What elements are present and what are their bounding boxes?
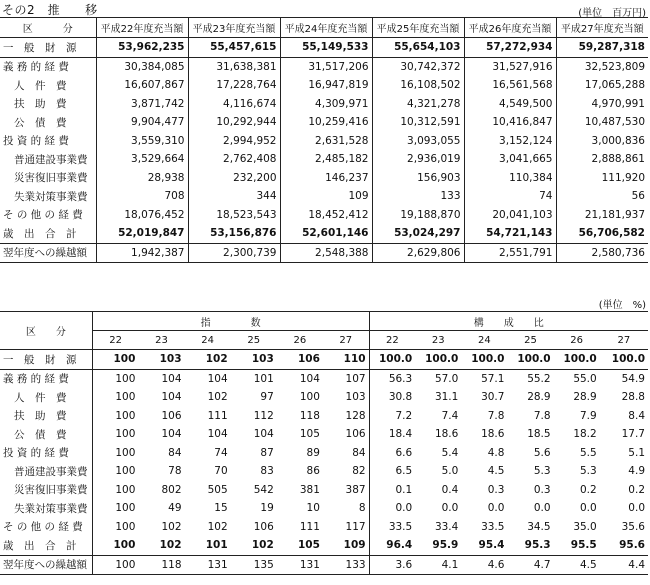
table-cell: 2,762,408 (188, 150, 280, 169)
index-cell: 104 (207, 428, 228, 441)
ratio-cell: 57.1 (481, 372, 505, 385)
ratio-cell: 28.9 (573, 391, 597, 404)
table-row (0, 38, 648, 58)
ratio-cell: 4.7 (533, 558, 551, 571)
table-cell: 17,228,764 (188, 76, 280, 95)
table-row (0, 95, 648, 114)
table-cell: 19,188,870 (372, 206, 464, 225)
appropriation-table (0, 17, 648, 263)
table-cell: 17,065,288 (556, 76, 648, 95)
table-cell: 16,947,819 (280, 76, 372, 95)
table-cell: 3,871,742 (96, 95, 188, 114)
index-cell: 101 (185, 536, 231, 555)
table-cell: 2,936,019 (372, 150, 464, 169)
index-cell: 84 (168, 446, 182, 459)
ratio-cell: 100.0 (461, 350, 507, 370)
year-header: 27 (600, 331, 648, 350)
table-cell: 344 (188, 187, 280, 206)
ratio-cell: 96.4 (369, 536, 415, 555)
table-cell: 20,041,103 (464, 206, 556, 225)
ratio-cell: 55.0 (573, 372, 597, 385)
index-cell: 100 (92, 407, 138, 426)
ratio-cell: 18.5 (527, 428, 551, 441)
index-cell: 117 (345, 520, 366, 533)
index-cell: 102 (185, 350, 231, 370)
row-label: 公 債 費 (14, 428, 67, 441)
table-cell: 9,904,477 (96, 113, 188, 132)
index-cell: 102 (207, 391, 228, 404)
unit-label-yen: (単位 百万円) (578, 8, 646, 19)
ratio-cell: 5.1 (628, 446, 645, 459)
ratio-cell: 0.3 (487, 483, 505, 496)
table-cell: 133 (372, 187, 464, 206)
index-cell: 381 (299, 483, 320, 496)
year-header: 23 (138, 331, 184, 350)
table-cell: 2,551,791 (464, 243, 556, 263)
ratio-cell: 100.0 (507, 350, 553, 370)
table-cell: 55,457,615 (188, 38, 280, 58)
row-label: 扶 助 費 (14, 98, 67, 111)
table2-header-category: 区 分 (0, 312, 92, 350)
row-label: 義 務 的 経 費 (3, 61, 69, 74)
table-row (0, 536, 648, 555)
index-cell: 100 (92, 350, 138, 370)
table-cell: 18,523,543 (188, 206, 280, 225)
index-cell: 100 (92, 444, 138, 463)
year-header: 26 (554, 331, 600, 350)
table-row (0, 555, 648, 575)
table-row (0, 499, 648, 518)
year-header: 27 (323, 331, 369, 350)
ratio-cell: 30.8 (369, 388, 415, 407)
index-cell: 110 (323, 350, 369, 370)
table-cell: 10,292,944 (188, 113, 280, 132)
table-cell: 21,181,937 (556, 206, 648, 225)
row-label: 義 務 的 経 費 (3, 373, 69, 386)
row-label: 普通建設事業費 (14, 465, 88, 478)
ratio-cell: 3.6 (369, 555, 415, 575)
row-label: 翌年度への繰越額 (3, 559, 87, 572)
table-cell: 4,321,278 (372, 95, 464, 114)
ratio-cell: 4.6 (487, 558, 505, 571)
index-cell: 78 (168, 465, 182, 478)
ratio-cell: 18.6 (434, 428, 459, 441)
index-cell: 102 (138, 536, 184, 555)
table-cell: 53,962,235 (96, 38, 188, 58)
ratio-cell: 95.3 (507, 536, 553, 555)
index-cell: 100 (92, 462, 138, 481)
ratio-cell: 0.4 (441, 483, 459, 496)
table-cell: 3,559,310 (96, 132, 188, 151)
table-cell: 30,742,372 (372, 57, 464, 76)
table-row (0, 206, 648, 225)
table1-header-year: 平成22年度充当額 (96, 18, 188, 38)
table-row (0, 169, 648, 188)
ratio-cell: 33.5 (481, 520, 505, 533)
index-cell: 106 (253, 520, 274, 533)
table-cell: 109 (280, 187, 372, 206)
ratio-cell: 95.5 (554, 536, 600, 555)
table-cell: 110,384 (464, 169, 556, 188)
index-cell: 542 (253, 483, 274, 496)
ratio-cell: 7.9 (580, 409, 597, 422)
ratio-cell: 7.8 (487, 409, 505, 422)
ratio-cell: 0.0 (369, 499, 415, 518)
index-cell: 87 (260, 446, 274, 459)
ratio-cell: 56.3 (369, 369, 415, 388)
index-cell: 74 (214, 446, 228, 459)
table2-header-index: 指 数 (92, 312, 369, 331)
table-cell: 2,300,739 (188, 243, 280, 263)
row-label: 人 件 費 (14, 391, 67, 404)
unit-label-percent: (単位 %) (598, 300, 646, 311)
table-cell: 708 (96, 187, 188, 206)
year-header: 25 (231, 331, 277, 350)
index-cell: 103 (345, 391, 366, 404)
table-row (0, 518, 648, 537)
table-cell: 3,000,836 (556, 132, 648, 151)
index-cell: 100 (92, 388, 138, 407)
index-cell: 102 (231, 536, 277, 555)
index-ratio-table (0, 311, 648, 575)
row-label: 失業対策事業費 (14, 502, 88, 515)
ratio-cell: 54.9 (621, 372, 645, 385)
table-cell: 56,706,582 (556, 224, 648, 243)
index-cell: 100 (92, 481, 138, 500)
ratio-cell: 5.4 (441, 446, 459, 459)
ratio-cell: 0.0 (533, 502, 551, 515)
table-cell: 10,487,530 (556, 113, 648, 132)
row-label: 普通建設事業費 (14, 153, 88, 166)
table-row (0, 113, 648, 132)
index-cell: 112 (253, 409, 274, 422)
index-cell: 104 (161, 428, 182, 441)
ratio-cell: 95.9 (415, 536, 461, 555)
table-cell: 16,561,568 (464, 76, 556, 95)
ratio-cell: 57.0 (434, 372, 459, 385)
ratio-cell: 5.0 (441, 465, 459, 478)
index-cell: 10 (306, 502, 320, 515)
row-label: 災害復旧事業費 (14, 484, 88, 497)
table1-header-year: 平成25年度充当額 (372, 18, 464, 38)
row-label: 翌年度への繰越額 (3, 247, 87, 260)
ratio-cell: 6.6 (369, 444, 415, 463)
index-cell: 135 (253, 558, 274, 571)
ratio-cell: 0.1 (369, 481, 415, 500)
ratio-cell: 4.5 (487, 465, 505, 478)
ratio-cell: 17.7 (621, 428, 645, 441)
index-cell: 107 (345, 372, 366, 385)
table-cell: 16,607,867 (96, 76, 188, 95)
table-cell: 16,108,502 (372, 76, 464, 95)
index-cell: 118 (299, 409, 320, 422)
table-cell: 31,517,206 (280, 57, 372, 76)
table-row (0, 57, 648, 76)
index-cell: 105 (277, 536, 323, 555)
index-cell: 83 (260, 465, 274, 478)
table-cell: 31,527,916 (464, 57, 556, 76)
year-header: 24 (185, 331, 231, 350)
ratio-cell: 34.5 (527, 520, 551, 533)
year-header: 24 (461, 331, 507, 350)
table-row (0, 150, 648, 169)
table-cell: 30,384,085 (96, 57, 188, 76)
index-cell: 19 (260, 502, 274, 515)
index-cell: 70 (214, 465, 228, 478)
ratio-cell: 0.0 (441, 502, 459, 515)
index-cell: 100 (92, 425, 138, 444)
ratio-cell: 7.8 (533, 409, 551, 422)
index-cell: 101 (253, 372, 274, 385)
ratio-cell: 28.9 (527, 391, 551, 404)
index-cell: 104 (161, 391, 182, 404)
table-cell: 2,580,736 (556, 243, 648, 263)
index-cell: 128 (345, 409, 366, 422)
index-cell: 84 (352, 446, 366, 459)
row-label: 扶 助 費 (14, 410, 67, 423)
table-cell: 10,416,847 (464, 113, 556, 132)
index-cell: 86 (306, 465, 320, 478)
index-cell: 104 (253, 428, 274, 441)
table1-header-year: 平成24年度充当額 (280, 18, 372, 38)
table-cell: 31,638,381 (188, 57, 280, 76)
table-row (0, 243, 648, 263)
ratio-cell: 100.0 (369, 350, 415, 370)
table-cell: 2,548,388 (280, 243, 372, 263)
ratio-cell: 0.0 (628, 502, 645, 515)
index-cell: 100 (299, 391, 320, 404)
index-cell: 49 (168, 502, 182, 515)
page-heading: その2 推 移 (2, 3, 98, 17)
table-row (0, 388, 648, 407)
ratio-cell: 0.0 (487, 502, 505, 515)
table-cell: 2,994,952 (188, 132, 280, 151)
table-row (0, 350, 648, 370)
table1-header-year: 平成27年度充当額 (556, 18, 648, 38)
year-header: 25 (507, 331, 553, 350)
index-cell: 133 (345, 558, 366, 571)
row-label: 投 資 的 経 費 (3, 135, 69, 148)
ratio-cell: 4.4 (628, 558, 645, 571)
ratio-cell: 5.3 (580, 465, 597, 478)
table-cell: 3,041,665 (464, 150, 556, 169)
table-cell: 56 (556, 187, 648, 206)
ratio-cell: 55.2 (527, 372, 551, 385)
table-cell: 1,942,387 (96, 243, 188, 263)
table-cell: 3,093,055 (372, 132, 464, 151)
ratio-cell: 8.4 (628, 409, 645, 422)
year-header: 23 (415, 331, 461, 350)
index-cell: 103 (231, 350, 277, 370)
table1-header-category: 区 分 (0, 18, 96, 38)
table-cell: 57,272,934 (464, 38, 556, 58)
index-cell: 100 (92, 499, 138, 518)
ratio-cell: 35.0 (573, 520, 597, 533)
table-cell: 2,485,182 (280, 150, 372, 169)
ratio-cell: 4.1 (441, 558, 459, 571)
index-cell: 82 (352, 465, 366, 478)
table1-header-year: 平成26年度充当額 (464, 18, 556, 38)
year-header: 22 (369, 331, 415, 350)
ratio-cell: 4.8 (487, 446, 505, 459)
table-row (0, 369, 648, 388)
ratio-cell: 5.6 (533, 446, 551, 459)
index-cell: 100 (92, 536, 138, 555)
row-label: 歳 出 合 計 (0, 536, 92, 555)
index-cell: 111 (207, 409, 228, 422)
index-cell: 89 (306, 446, 320, 459)
index-cell: 131 (207, 558, 228, 571)
index-cell: 131 (299, 558, 320, 571)
year-header: 26 (277, 331, 323, 350)
ratio-cell: 33.4 (434, 520, 459, 533)
ratio-cell: 100.0 (600, 350, 648, 370)
row-label: 失業対策事業費 (14, 190, 88, 203)
index-cell: 102 (207, 520, 228, 533)
row-label: 災害復旧事業費 (14, 172, 88, 185)
table-row (0, 444, 648, 463)
index-cell: 100 (92, 555, 138, 575)
ratio-cell: 5.5 (580, 446, 597, 459)
table-cell: 4,549,500 (464, 95, 556, 114)
ratio-cell: 6.5 (369, 462, 415, 481)
ratio-cell: 95.6 (600, 536, 648, 555)
table-cell: 32,523,809 (556, 57, 648, 76)
table-row (0, 462, 648, 481)
table-cell: 18,452,412 (280, 206, 372, 225)
ratio-cell: 5.3 (533, 465, 551, 478)
table1-header-year: 平成23年度充当額 (188, 18, 280, 38)
table-cell: 74 (464, 187, 556, 206)
index-cell: 118 (161, 558, 182, 571)
table-cell: 52,019,847 (96, 224, 188, 243)
table-cell: 2,888,861 (556, 150, 648, 169)
table-row (0, 425, 648, 444)
ratio-cell: 7.4 (441, 409, 459, 422)
ratio-cell: 100.0 (554, 350, 600, 370)
table-cell: 111,920 (556, 169, 648, 188)
ratio-cell: 31.1 (434, 391, 459, 404)
index-cell: 97 (260, 391, 274, 404)
index-cell: 109 (323, 536, 369, 555)
row-label: 一 般 財 源 (0, 38, 96, 58)
table-cell: 59,287,318 (556, 38, 648, 58)
table-cell: 2,629,806 (372, 243, 464, 263)
ratio-cell: 95.4 (461, 536, 507, 555)
row-label: 公 債 費 (14, 116, 67, 129)
table-row (0, 481, 648, 500)
row-label: そ の 他 の 経 費 (3, 209, 83, 222)
ratio-cell: 0.2 (628, 483, 645, 496)
table-cell: 10,312,591 (372, 113, 464, 132)
table-cell: 232,200 (188, 169, 280, 188)
row-label: 人 件 費 (14, 79, 67, 92)
year-header: 22 (92, 331, 138, 350)
index-cell: 104 (161, 372, 182, 385)
index-cell: 15 (214, 502, 228, 515)
ratio-cell: 18.2 (573, 428, 597, 441)
ratio-cell: 30.7 (481, 391, 505, 404)
ratio-cell: 18.4 (369, 425, 415, 444)
table-cell: 156,903 (372, 169, 464, 188)
table-cell: 10,259,416 (280, 113, 372, 132)
table-row (0, 132, 648, 151)
ratio-cell: 4.5 (580, 558, 597, 571)
index-cell: 387 (345, 483, 366, 496)
table-cell: 28,938 (96, 169, 188, 188)
row-label: 一 般 財 源 (0, 350, 92, 370)
table-row (0, 76, 648, 95)
index-cell: 505 (207, 483, 228, 496)
index-cell: 103 (138, 350, 184, 370)
ratio-cell: 0.3 (533, 483, 551, 496)
row-label: そ の 他 の 経 費 (3, 521, 83, 534)
ratio-cell: 28.8 (621, 391, 645, 404)
table-row (0, 407, 648, 426)
index-cell: 102 (161, 520, 182, 533)
table2-header-ratio: 構 成 比 (369, 312, 648, 331)
table-cell: 53,156,876 (188, 224, 280, 243)
table-cell: 52,601,146 (280, 224, 372, 243)
ratio-cell: 100.0 (415, 350, 461, 370)
table-cell: 3,529,664 (96, 150, 188, 169)
table-row (0, 224, 648, 243)
index-cell: 8 (358, 502, 366, 515)
ratio-cell: 4.9 (628, 465, 645, 478)
ratio-cell: 33.5 (369, 518, 415, 537)
table-cell: 53,024,297 (372, 224, 464, 243)
ratio-cell: 18.6 (481, 428, 505, 441)
table-cell: 2,631,528 (280, 132, 372, 151)
table-cell: 3,152,124 (464, 132, 556, 151)
index-cell: 111 (299, 520, 320, 533)
index-cell: 100 (92, 369, 138, 388)
table-cell: 4,970,991 (556, 95, 648, 114)
index-cell: 100 (92, 518, 138, 537)
table-cell: 4,116,674 (188, 95, 280, 114)
index-cell: 106 (277, 350, 323, 370)
ratio-cell: 7.2 (369, 407, 415, 426)
index-cell: 106 (345, 428, 366, 441)
index-cell: 802 (161, 483, 182, 496)
table-cell: 55,149,533 (280, 38, 372, 58)
ratio-cell: 0.2 (580, 483, 597, 496)
table-cell: 146,237 (280, 169, 372, 188)
row-label: 投 資 的 経 費 (3, 447, 69, 460)
table-row (0, 187, 648, 206)
index-cell: 105 (299, 428, 320, 441)
index-cell: 106 (161, 409, 182, 422)
table-cell: 18,076,452 (96, 206, 188, 225)
index-cell: 104 (207, 372, 228, 385)
ratio-cell: 35.6 (621, 520, 645, 533)
table-cell: 55,654,103 (372, 38, 464, 58)
table-cell: 54,721,143 (464, 224, 556, 243)
index-cell: 104 (299, 372, 320, 385)
ratio-cell: 0.0 (580, 502, 597, 515)
row-label: 歳 出 合 計 (0, 224, 96, 243)
table-cell: 4,309,971 (280, 95, 372, 114)
